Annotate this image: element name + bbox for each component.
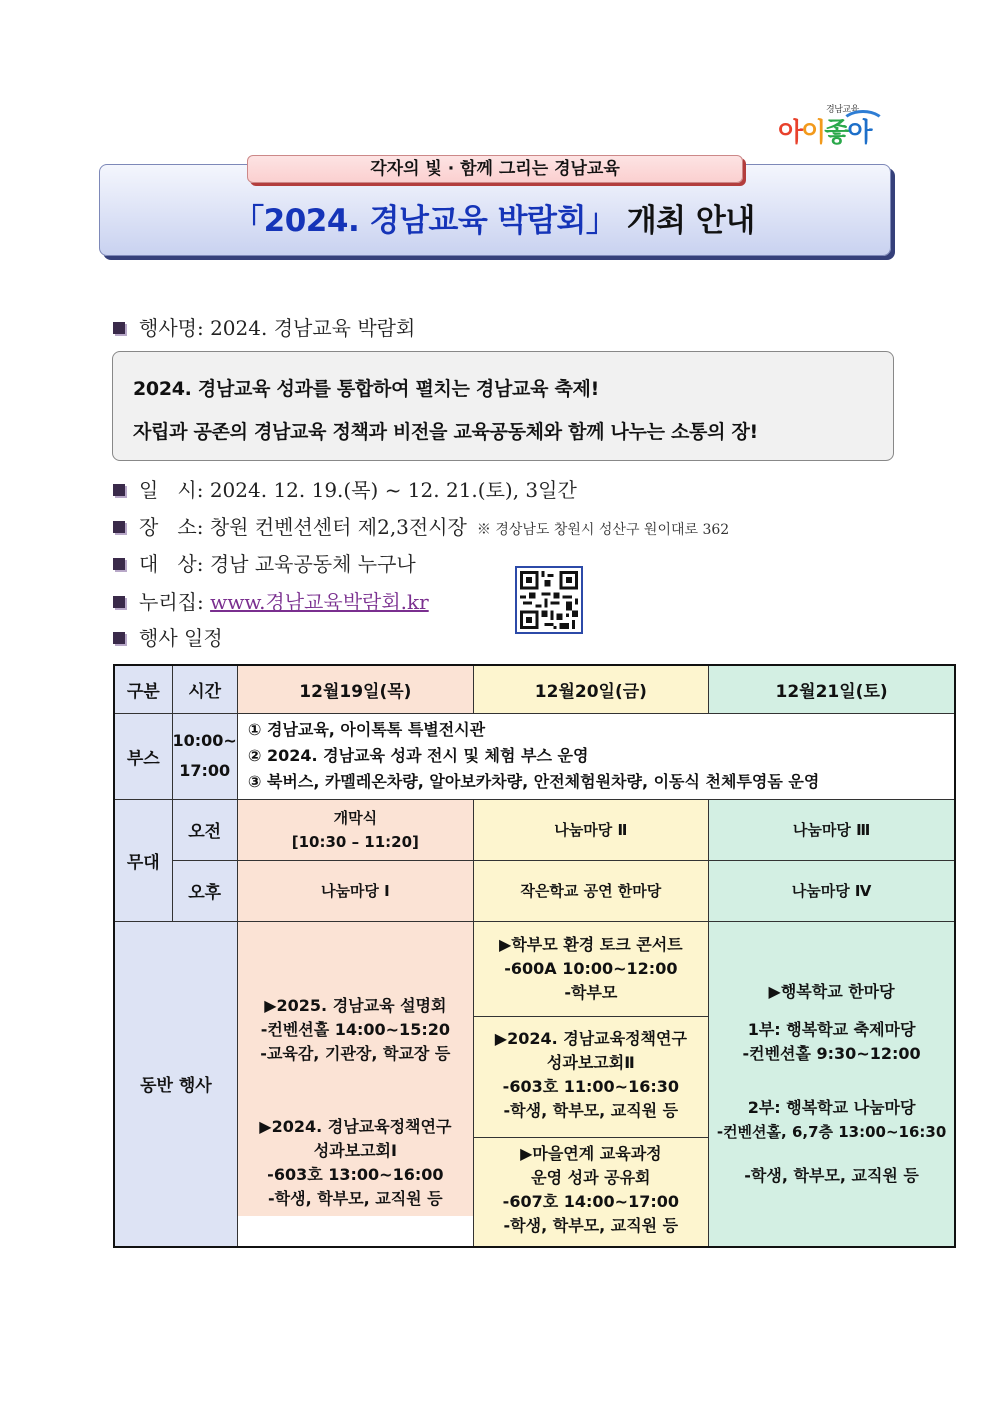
page-title: [99, 195, 889, 240]
page-title-highlight: 「2024. 경남교육 박람회」: [233, 203, 617, 239]
bullet-icon: [113, 484, 125, 496]
booth-items: [237, 713, 955, 799]
booth-time: 10:00~ 17:00: [172, 713, 237, 799]
stage-pm-row: [114, 860, 955, 921]
website-row: 누리집: www.경남교육박람회.kr: [113, 586, 429, 615]
logo: [778, 100, 888, 156]
summary-line-1: 2024. 경남교육 성과를 통합하여 펼치는 경남교육 축제!: [133, 378, 599, 400]
event-day3-happy-school: ▶행복학교 한마당 1부: 행복학교 축제마당 -컨벤션홀 9:30~12:00 2부: 행복학교 나눔마당 -컨벤션홀, 6,7층 13:00~16:30 -학생, 학부모, 교직원 등: [708, 921, 955, 1247]
event-name-value: 2024. 경남교육 박람회: [210, 316, 416, 340]
stage-am-day1: 개막식 [10:30 – 11:20]: [237, 799, 473, 860]
bullet-icon: [113, 521, 125, 533]
bullet-icon: [113, 596, 125, 608]
stage-am-day2: 나눔마당 Ⅱ: [473, 799, 708, 860]
event-day1-briefing: ▶2025. 경남교육 설명회 -컨벤션홀 14:00~15:20 -교육감, 기관장, 학교장 등: [237, 921, 473, 1139]
place-note: ※ 경상남도 창원시 성산구 원이대로 362: [476, 522, 730, 538]
booth-item: ③ 북버스, 카멜레온차량, 알아보카차량, 안전체험원차량, 이동식 천체투영돔 운영: [247, 772, 820, 791]
stage-pm-day3: 나눔마당 Ⅳ: [708, 860, 955, 921]
website-link[interactable]: www.경남교육박람회.kr: [210, 590, 429, 614]
target-row: 대 상: 경남 교육공동체 누구나: [113, 548, 416, 577]
date-row: 일 시: 2024. 12. 19.(목) ~ 12. 21.(토), 3일간: [113, 474, 577, 503]
summary-line-2: 자립과 공존의 경남교육 정책과 비전을 교육공동체와 함께 나누는 소통의 장!: [133, 421, 758, 443]
event-day2-village-curriculum: ▶마을연계 교육과정 운영 성과 공유회 -607호 14:00~17:00 -학생, 학부모, 교직원 등: [502, 1143, 680, 1235]
qr-code-icon[interactable]: [515, 566, 583, 634]
logo-small-text: 경남교육: [826, 105, 859, 115]
summary-box: [112, 351, 894, 461]
event-name-row: 행사명: 2024. 경남교육 박람회: [113, 312, 415, 341]
banner-subtitle: 각자의 빛 · 함께 그리는 경남교육: [247, 155, 743, 183]
stage-am-day3: 나눔마당 Ⅲ: [708, 799, 955, 860]
place-value: 창원 컨벤션센터 제2,3전시장: [209, 515, 467, 539]
header-day3: 12월21일(토): [708, 665, 955, 713]
events-row-1: [114, 921, 955, 1016]
stage-pm-day1: 나눔마당 Ⅰ: [237, 860, 473, 921]
schedule-label: 행사 일정: [139, 626, 223, 650]
bullet-icon: [113, 558, 125, 570]
schedule-table: [113, 664, 956, 1248]
stage-am-row: [114, 799, 955, 860]
header-day2: 12월20일(금): [473, 665, 708, 713]
stage-am-label: 오전: [172, 799, 237, 860]
booth-item: ② 2024. 경남교육 성과 전시 및 체험 부스 운영: [247, 746, 589, 765]
page-title-rest: 개최 안내: [626, 203, 755, 239]
stage-pm-label: 오후: [172, 860, 237, 921]
booth-label: 부스: [114, 713, 172, 799]
header-day1: 12월19일(목): [237, 665, 473, 713]
stage-label: 무대: [114, 799, 172, 921]
events-label: 동반 행사: [114, 921, 237, 1247]
place-row: 장 소: 창원 컨벤션센터 제2,3전시장 ※ 경상남도 창원시 성산구 원이대로 362: [113, 511, 729, 540]
bullet-icon: [113, 322, 125, 334]
target-value: 경남 교육공동체 누구나: [209, 552, 416, 576]
schedule-label-row: [113, 622, 223, 651]
date-value: 2024. 12. 19.(목) ~ 12. 21.(토), 3일간: [209, 478, 577, 502]
event-day2-talk-concert: ▶학부모 환경 토크 콘서트 -600A 10:00~12:00 -학부모: [473, 921, 708, 1016]
booth-row: [114, 713, 955, 799]
booth-item: ① 경남교육, 아이톡톡 특별전시관: [247, 720, 486, 739]
stage-pm-day2: 작은학교 공연 한마당: [473, 860, 708, 921]
event-day2-policy-report: ▶2024. 경남교육정책연구 성과보고회Ⅱ -603호 11:00~16:30 -학생, 학부모, 교직원 등: [474, 1027, 708, 1138]
header-time: 시간: [172, 665, 237, 713]
table-header-row: [114, 665, 955, 713]
event-day1-policy-report: ▶2024. 경남교육정책연구 성과보고회Ⅰ -603호 13:00~16:00 -학생, 학부모, 교직원 등: [237, 1109, 473, 1217]
bullet-icon: [113, 632, 125, 644]
logo-main-text: 아이좋아: [778, 118, 871, 148]
event-day2-stack: [473, 1016, 708, 1247]
header-category: 구분: [114, 665, 172, 713]
